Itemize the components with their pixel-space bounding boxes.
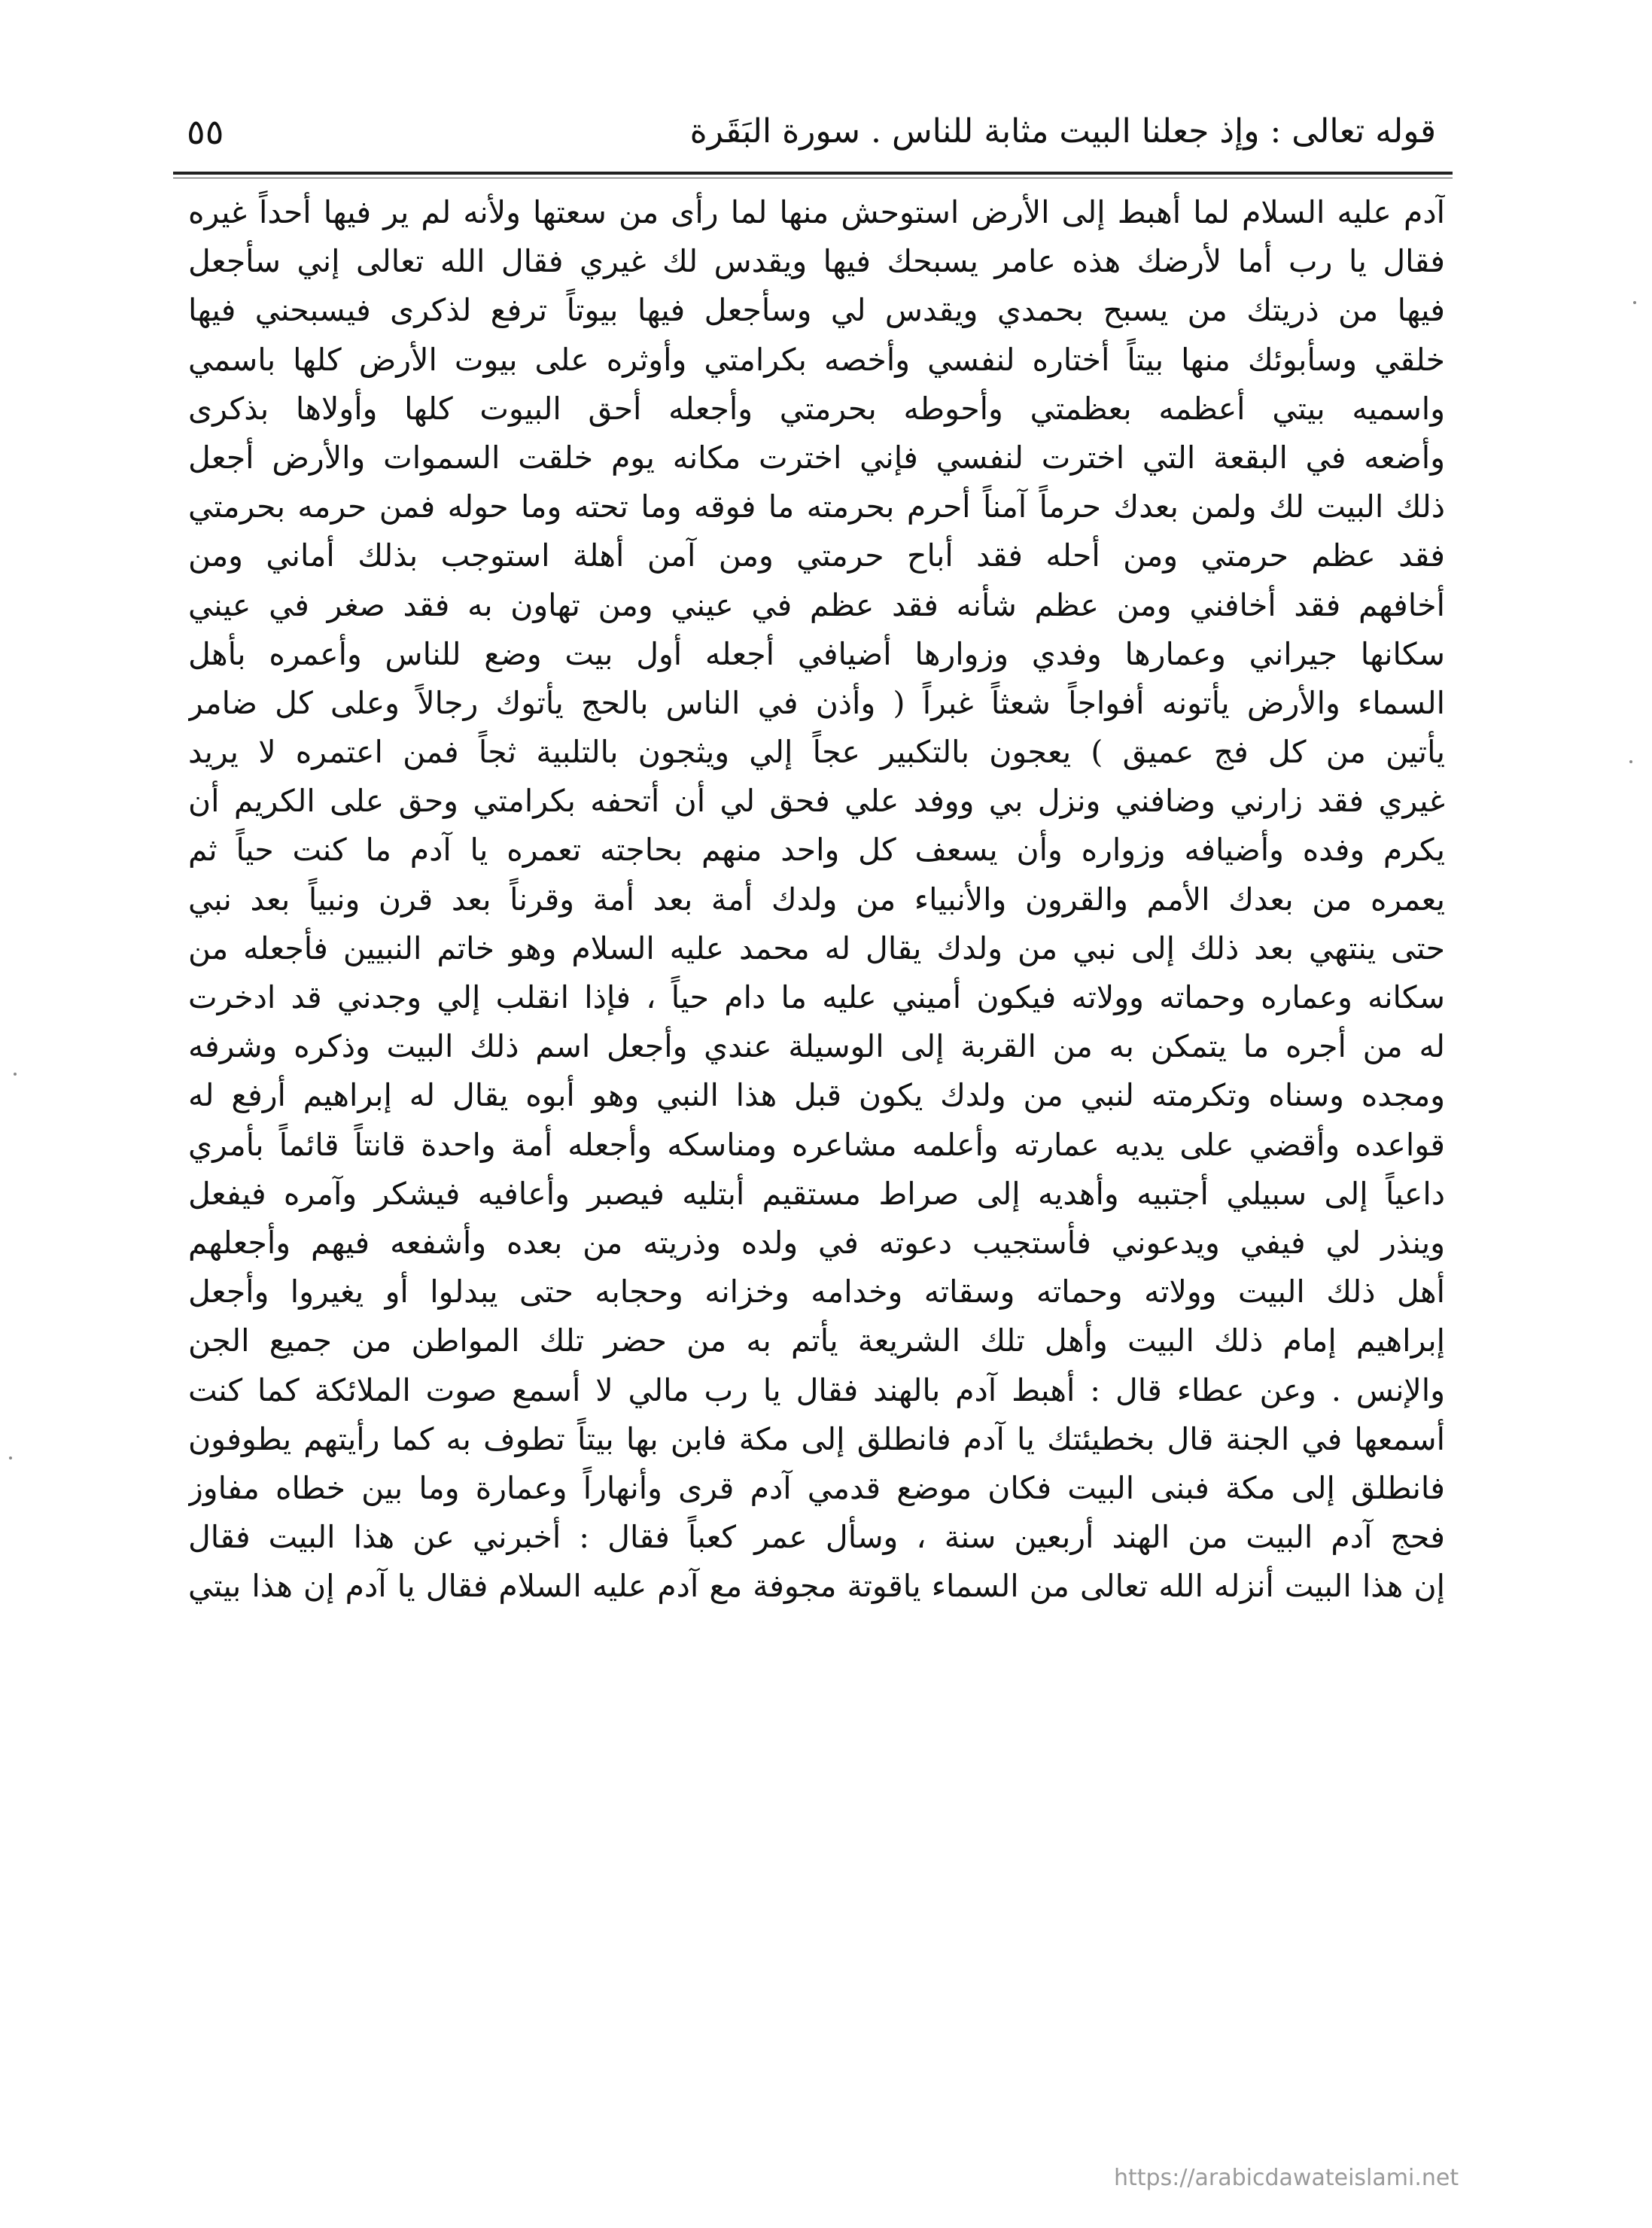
text-line: أهل ذلك البيت وولاته وحماته وسقاته وخدامه وخزانه وحجابه حتى يبدلوا أو يغيروا وأجعل bbox=[188, 1274, 1445, 1310]
text-line: غيري فقد زارني وضافني ونزل بي ووفد علي فحق لي أن أتحفه بكرامتي وحق على الكريم أن bbox=[188, 783, 1445, 820]
text-line: وأضعه في البقعة التي اخترت لنفسي فإني اخترت مكانه يوم خلقت السموات والأرض أجعل bbox=[188, 439, 1445, 476]
text-line: إن هذا البيت أنزله الله تعالى من السماء ياقوتة مجوفة مع آدم عليه السلام فقال يا آدم إن هذا بيتي bbox=[188, 1568, 1445, 1605]
text-line: السماء والأرض يأتونه أفواجاً شعثاً غبراً ( وأذن في الناس بالحج يأتوك رجالاً وعلى كل ضامر bbox=[188, 684, 1445, 721]
page-header bbox=[187, 98, 1436, 166]
scan-speck bbox=[1629, 760, 1632, 763]
running-header-title: قوله تعالى : وإذ جعلنا البيت مثابة للناس . سورة البَقَرة bbox=[689, 112, 1436, 151]
scan-speck bbox=[9, 1456, 12, 1459]
text-line: ومجده وسناه وتكرمته لنبي من ولدك يكون قبل هذا النبي وهو أبوه يقال له إبراهيم أرفع له bbox=[188, 1077, 1445, 1114]
scan-speck bbox=[14, 1073, 17, 1076]
text-line: إبراهيم إمام ذلك البيت وأهل تلك الشريعة يأتم به من حضر تلك المواطن من جميع الجن bbox=[188, 1322, 1445, 1359]
text-line: ذلك البيت لك ولمن بعدك حرماً آمناً أحرم بحرمته ما فوقه وما تحته وما حوله فمن حرمه بحرمتي bbox=[188, 489, 1445, 525]
text-line: داعياً إلى سبيلي أجتبيه وأهديه إلى صراط مستقيم أبتليه فيصبر وأعافيه فيشكر وآمره فيفعل bbox=[188, 1175, 1445, 1212]
text-line: فحج آدم البيت من الهند أربعين سنة ، وسأل عمر كعباً فقال : أخبرني عن هذا البيت فقال bbox=[188, 1519, 1445, 1556]
text-line: فانطلق إلى مكة فبنى البيت فكان موضع قدمي آدم قرى وأنهاراً وعمارة وما بين خطاه مفاوز bbox=[188, 1469, 1445, 1506]
text-line: خلقي وسأبوئك منها بيتاً أختاره لنفسي وأخصه بكرامتي وأوثره على بيوت الأرض كلها باسمي bbox=[188, 341, 1445, 378]
text-line: أسمعها في الجنة قال بخطيئتك يا آدم فانطلق إلى مكة فابن بها بيتاً تطوف به كما رأيتهم يطوفون bbox=[188, 1420, 1445, 1457]
text-line: آدم عليه السلام لما أهبط إلى الأرض استوحش منها لما رأى من سعتها ولأنه لم ير فيها أحداً غيره bbox=[188, 194, 1445, 230]
text-line: يكرم وفده وأضيافه وزواره وأن يسعف كل واحد منهم بحاجته تعمره يا آدم ما كنت حياً ثم bbox=[188, 832, 1445, 869]
text-line: والإنس . وعن عطاء قال : أهبط آدم بالهند فقال يا رب مالي لا أسمع صوت الملائكة كما كنت bbox=[188, 1371, 1445, 1408]
text-line: فقد عظم حرمتي ومن أحله فقد أباح حرمتي ومن آمن أهلة استوجب بذلك أماني ومن bbox=[188, 537, 1445, 574]
text-line: قواعده وأقضي على يديه عمارته وأعلمه مشاعره ومناسكه وأجعله أمة واحدة قانتاً قائماً بأمري bbox=[188, 1126, 1445, 1163]
text-line: يأتين من كل فج عميق ) يعجون بالتكبير عجاً إلي ويثجون بالتلبية ثجاً فمن اعتمره لا يريد bbox=[188, 734, 1445, 771]
text-line: سكانه وعماره وحماته وولاته فيكون أميني عليه ما دام حياً ، فإذا انقلب إلي وجدني قد ادخرت bbox=[188, 979, 1445, 1015]
source-watermark: https://arabicdawateislami.net bbox=[1114, 2165, 1459, 2191]
scan-speck bbox=[1633, 301, 1636, 304]
text-line: واسميه بيتي أعظمه بعظمتي وأحوطه بحرمتي وأجعله أحق البيوت كلها وأولاها بذكرى bbox=[188, 390, 1445, 427]
text-line: حتى ينتهي بعد ذلك إلى نبي من ولدك يقال له محمد عليه السلام وهو خاتم النبيين فأجعله من bbox=[188, 930, 1445, 966]
text-line: سكانها جيراني وعمارها وفدي وزوارها أضيافي أجعله أول بيت وضع للناس وأعمره بأهل bbox=[188, 635, 1445, 672]
text-line: فيها من ذريتك من يسبح بحمدي ويقدس لي وسأجعل فيها بيوتاً ترفع لذكرى فيسبحني فيها bbox=[188, 292, 1445, 329]
body-text bbox=[188, 188, 1445, 1611]
text-line: أخافهم فقد أخافني ومن عظم شأنه فقد عظم في عيني ومن تهاون به فقد صغر في عيني bbox=[188, 586, 1445, 623]
text-line: له من أجره ما يتمكن به من القربة إلى الوسيلة عندي وأجعل اسم ذلك البيت وذكره وشرفه bbox=[188, 1028, 1445, 1065]
page-number: ٥٥ bbox=[187, 111, 224, 152]
text-line: فقال يا رب أما لأرضك هذه عامر يسبحك فيها ويقدس لك غيري فقال الله تعالى إني سأجعل bbox=[188, 243, 1445, 280]
text-line: يعمره من بعدك الأمم والقرون والأنبياء من ولدك أمة بعد أمة وقرناً بعد قرن ونبياً بعد نبي bbox=[188, 881, 1445, 918]
header-divider bbox=[173, 172, 1453, 175]
text-line: وينذر لي فيفي ويدعوني فأستجيب دعوته في ولده وذريته من بعده وأشفعه فيهم وأجعلهم bbox=[188, 1224, 1445, 1261]
